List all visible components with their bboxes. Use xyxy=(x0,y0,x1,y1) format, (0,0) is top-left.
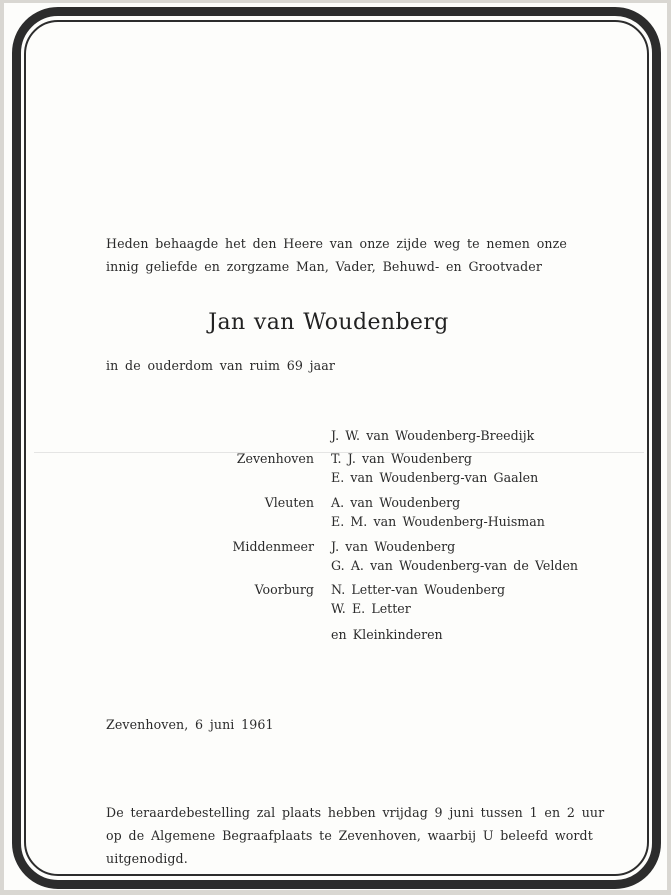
funeral-line-2: op de Algemene Begraafplaats te Zevenhoven, waarbij U beleefd wordt xyxy=(106,828,593,843)
family-name: J. W. van Woudenberg-Breedijk xyxy=(331,428,535,443)
family-name: N. Letter-van Woudenberg xyxy=(331,582,506,597)
grandchildren-line: en Kleinkinderen xyxy=(331,627,443,642)
deceased-name: Jan van Woudenberg xyxy=(208,310,449,335)
mourning-card xyxy=(4,3,667,890)
family-name: J. van Woudenberg xyxy=(331,539,456,554)
family-name: A. van Woudenberg xyxy=(331,495,461,510)
intro-line-2: innig geliefde en zorgzame Man, Vader, Behuwd- en Grootvader xyxy=(106,259,542,274)
funeral-line-3: uitgenodigd. xyxy=(106,851,188,866)
intro-line-1: Heden behaagde het den Heere van onze zijde weg te nemen onze xyxy=(106,236,567,251)
family-place: Vleuten xyxy=(264,495,314,510)
family-name: E. M. van Woudenberg-Huisman xyxy=(331,514,545,529)
family-place: Zevenhoven xyxy=(236,451,314,466)
family-name: W. E. Letter xyxy=(331,601,411,616)
family-name: E. van Woudenberg-van Gaalen xyxy=(331,470,539,485)
family-name: T. J. van Woudenberg xyxy=(331,451,472,466)
family-name: G. A. van Woudenberg-van de Velden xyxy=(331,558,579,573)
family-place: Middenmeer xyxy=(232,539,314,554)
funeral-line-1: De teraardebestelling zal plaats hebben vrijdag 9 juni tussen 1 en 2 uur xyxy=(106,805,605,820)
place-date: Zevenhoven, 6 juni 1961 xyxy=(106,717,274,732)
age-line: in de ouderdom van ruim 69 jaar xyxy=(106,358,335,373)
inner-black-border xyxy=(24,20,649,876)
family-place: Voorburg xyxy=(254,582,314,597)
